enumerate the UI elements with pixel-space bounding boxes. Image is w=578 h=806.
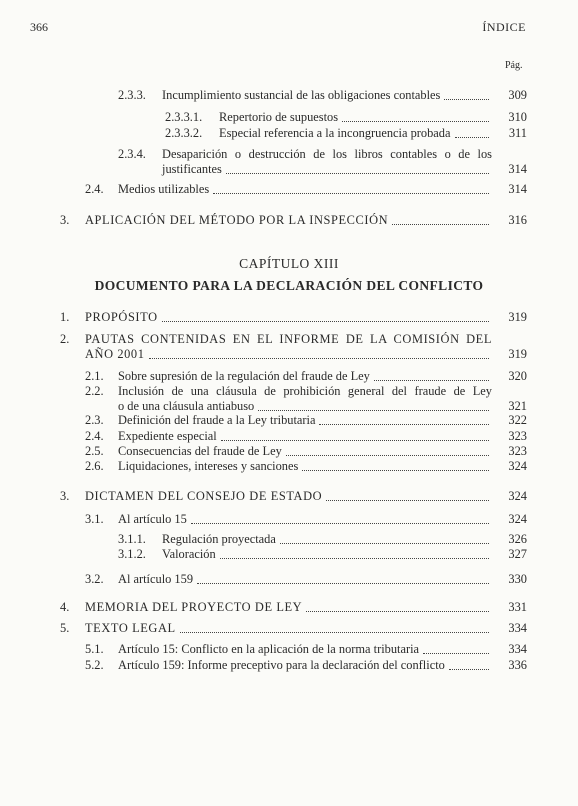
toc-entry-title: Regulación proyectada (162, 532, 276, 546)
toc-entry (60, 489, 527, 504)
toc-entry-page: 334 (508, 621, 527, 635)
chapter-title: DOCUMENTO PARA LA DECLARACIÓN DEL CONFLICTO (94, 278, 484, 293)
toc-entry (85, 459, 527, 474)
toc-entry-title: Definición del fraude a la Ley tributaria (118, 413, 316, 427)
toc-entry-number: 3.1.2. (118, 547, 146, 561)
toc-entry-number: 2.3.3.2. (165, 126, 203, 140)
toc-entry-number: 2.1. (85, 369, 104, 383)
chapter-number: CAPÍTULO XIII (239, 256, 339, 271)
toc-entry-title: TEXTO LEGAL (85, 621, 176, 635)
toc-entry-number: 2.6. (85, 459, 104, 473)
toc-entry-number: 2.3. (85, 413, 104, 427)
toc-entry-number: 2. (60, 332, 70, 346)
toc-entry-number: 3. (60, 489, 70, 503)
toc-entry-title: Liquidaciones, intereses y sanciones (118, 459, 299, 473)
toc-entry (165, 110, 527, 125)
toc-entry (118, 547, 527, 562)
section-heading: ÍNDICE (482, 20, 526, 34)
toc-entry-number: 5.2. (85, 658, 104, 672)
toc-entry (85, 572, 527, 587)
page-number: 366 (30, 20, 48, 34)
toc-entry-title-line: PAUTAS CONTENIDAS EN EL INFORME DE LA COMISIÓN DEL (85, 332, 492, 346)
toc-entry-title: Al artículo 15 (118, 512, 187, 526)
toc-entry-page: 322 (508, 413, 527, 427)
toc-entry-page: 331 (508, 600, 527, 614)
toc-entry-number: 2.3.3.1. (165, 110, 203, 124)
toc-entry (85, 369, 527, 384)
toc-entry-number: 5.1. (85, 642, 104, 656)
toc-entry-title: Especial referencia a la incongruencia probada (219, 126, 451, 140)
toc-entry-title: APLICACIÓN DEL MÉTODO POR LA INSPECCIÓN (85, 213, 389, 227)
toc-entry (118, 532, 527, 547)
toc-entry-page: 314 (508, 182, 527, 196)
toc-entry-title: Consecuencias del fraude de Ley (118, 444, 282, 458)
toc-entry-title: Repertorio de supuestos (219, 110, 339, 124)
toc-entry-number: 3.1.1. (118, 532, 146, 546)
toc-entry-number: 3. (60, 213, 70, 227)
toc-entry (85, 413, 527, 428)
toc-entry-page: 320 (508, 369, 527, 383)
toc-entry (85, 444, 527, 459)
toc-entry (60, 213, 527, 228)
toc-entry-title: Valoración (162, 547, 216, 561)
toc-entry-title: Expediente especial (118, 429, 217, 443)
toc-entry-number: 2.4. (85, 182, 104, 196)
toc-entry (85, 429, 527, 444)
toc-entry-title: Artículo 15: Conflicto en la aplicación de la norma tributaria (118, 642, 420, 656)
toc-entry-page: 310 (508, 110, 527, 124)
toc-entry-page: 311 (508, 126, 527, 140)
toc-entry-title: justificantes (162, 162, 222, 176)
toc-entry-title: Sobre supresión de la regulación del fraude de Ley (118, 369, 370, 383)
toc-entry (60, 621, 527, 636)
toc-entry-page: 321 (508, 399, 527, 413)
toc-entry-title-line: Desaparición o destrucción de los libros contables o de los (162, 147, 492, 161)
toc-entry (85, 384, 527, 414)
toc-entry (85, 642, 527, 657)
toc-entry-number: 3.1. (85, 512, 104, 526)
toc-entry (60, 332, 527, 362)
toc-entry-number: 2.3.3. (118, 88, 146, 102)
toc-entry-number: 2.4. (85, 429, 104, 443)
toc-entry-number: 2.3.4. (118, 147, 146, 161)
toc-entry (85, 182, 527, 197)
toc-entry-title: Incumplimiento sustancial de las obligaciones contables (162, 88, 441, 102)
toc-entry (118, 88, 527, 103)
toc-entry-title-line: Inclusión de una cláusula de prohibición general del fraude de Ley (118, 384, 492, 398)
toc-entry-page: 326 (508, 532, 527, 546)
toc-entry-page: 330 (508, 572, 527, 586)
toc-entry (118, 147, 527, 177)
toc-entry-page: 309 (508, 88, 527, 102)
toc-entry-page: 324 (508, 459, 527, 473)
toc-entry-page: 334 (508, 642, 527, 656)
toc-entry-page: 316 (508, 213, 527, 227)
toc-entry-page: 323 (508, 444, 527, 458)
toc-entry (85, 658, 527, 673)
toc-entry-title: o de una cláusula antiabuso (118, 399, 255, 413)
page-column-label: Pág. (505, 60, 523, 71)
toc-entry-page: 323 (508, 429, 527, 443)
toc-entry-page: 327 (508, 547, 527, 561)
toc-entry-number: 2.2. (85, 384, 104, 398)
toc-entry-number: 2.5. (85, 444, 104, 458)
toc-entry-number: 1. (60, 310, 70, 324)
toc-entry-page: 319 (508, 310, 527, 324)
toc-entry-number: 3.2. (85, 572, 104, 586)
toc-entry-title: MEMORIA DEL PROYECTO DE LEY (85, 600, 303, 614)
toc-entry-title: Al artículo 159 (118, 572, 194, 586)
toc-entry-page: 319 (508, 347, 527, 361)
toc-entry (60, 600, 527, 615)
toc-entry-title: AÑO 2001 (85, 347, 145, 361)
toc-entry (60, 310, 527, 325)
toc-entry-page: 336 (508, 658, 527, 672)
toc-entry-title: PROPÓSITO (85, 310, 158, 324)
toc-entry-number: 4. (60, 600, 70, 614)
toc-entry (85, 512, 527, 527)
toc-entry-number: 5. (60, 621, 70, 635)
toc-entry-title: DICTAMEN DEL CONSEJO DE ESTADO (85, 489, 323, 503)
toc-entry-title: Medios utilizables (118, 182, 210, 196)
toc-entry-page: 324 (508, 512, 527, 526)
toc-entry-title: Artículo 159: Informe preceptivo para la declaración del conflicto (118, 658, 445, 672)
toc-entry-page: 314 (508, 162, 527, 176)
toc-entry-page: 324 (508, 489, 527, 503)
toc-entry (165, 126, 527, 141)
